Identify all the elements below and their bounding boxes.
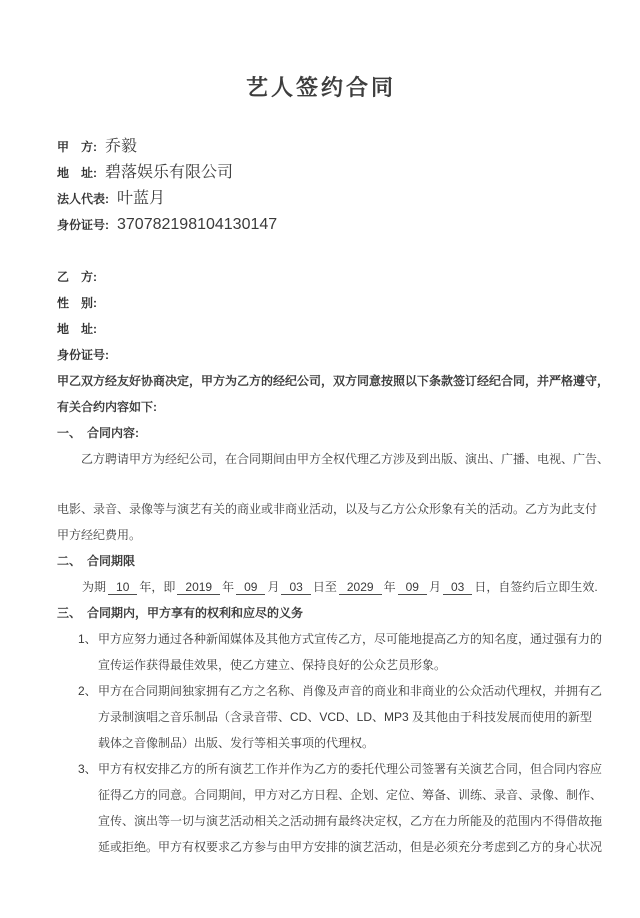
- field-label-gender: 性 别:: [57, 296, 97, 310]
- field-label-party-a: 甲 方:: [57, 140, 97, 154]
- blank-line: [57, 238, 585, 264]
- clause-2-line: 载体之音像制品）出版、发行等相关事项的代理权。: [98, 736, 375, 750]
- clause-1-line: 宣传运作获得最佳效果，使乙方建立、保持良好的公众艺员形象。: [98, 658, 447, 672]
- section-1-number: 一、: [57, 426, 82, 440]
- term-text: 日，自签约后立即生效.: [474, 580, 598, 594]
- section-3-heading-text: 合同期内，甲方享有的权利和应尽的义务: [87, 606, 304, 620]
- clause-1-line: [57, 626, 603, 652]
- field-label-legal-rep: 法人代表:: [57, 192, 109, 206]
- field-row-id-number-a: [57, 212, 585, 238]
- section-1-paragraph-line: 电影、录音、录像等与演艺有关的商业或非商业活动，以及与乙方公众形象有关的活动。乙方为此支付: [57, 502, 598, 516]
- field-value-id-number-a: 370782198104130147: [117, 216, 278, 233]
- term-text: 月: [267, 580, 280, 594]
- term-blank-start-month: 09: [236, 580, 265, 595]
- term-text: 年: [222, 580, 235, 594]
- field-row-address-b: [57, 316, 585, 342]
- intro-paragraph-line: 有关合约内容如下:: [57, 400, 157, 414]
- section-1-paragraph-line: 甲方经纪费用。: [57, 528, 142, 542]
- field-row-party-a: [57, 134, 585, 160]
- page-break-gap: [57, 472, 585, 496]
- field-value-party-a-name: 乔毅: [105, 138, 138, 155]
- section-1-heading: [57, 420, 585, 446]
- field-value-address-a: 碧落娱乐有限公司: [105, 164, 234, 181]
- term-blank-start-day: 03: [281, 580, 310, 595]
- clause-1-text: 甲方应努力通过各种新闻媒体及其他方式宣传乙方，尽可能地提高乙方的知名度，通过强有力的: [98, 632, 603, 646]
- field-row-id-number-b: [57, 342, 585, 368]
- field-label-address-b: 地 址:: [57, 322, 97, 336]
- section-1-paragraph-line: 乙方聘请甲方为经纪公司，在合同期间由甲方全权代理乙方涉及到出版、演出、广播、电视、广告、: [81, 452, 610, 466]
- clause-2-line: [57, 678, 603, 704]
- field-label-id-number-b: 身份证号:: [57, 348, 109, 362]
- section-1-heading-text: 合同内容:: [87, 426, 140, 440]
- term-blank-start-year: 2019: [177, 580, 220, 595]
- field-row-gender: [57, 290, 585, 316]
- field-label-party-b: 乙 方:: [57, 270, 97, 284]
- clause-3-number: 3、: [78, 762, 97, 776]
- section-2-heading: [57, 548, 585, 574]
- field-row-party-b: [57, 264, 585, 290]
- clause-3-line: 征得乙方的同意。合同期间，甲方对乙方日程、企划、定位、筹备、训练、录音、录像、制作、: [98, 788, 603, 802]
- clause-2-text: 甲方在合同期间独家拥有乙方之名称、肖像及声音的商业和非商业的公众活动代理权，并拥有乙: [98, 684, 603, 698]
- section-2-number: 二、: [57, 554, 82, 568]
- clause-2-line: 方录制演唱之音乐制品（含录音带、CD、VCD、LD、MP3 及其他由于科技发展而使用的新型: [98, 710, 593, 724]
- term-text: 年，即: [139, 580, 176, 594]
- term-text: 为期: [82, 580, 107, 594]
- intro-paragraph-line: 甲乙双方经友好协商决定，甲方为乙方的经纪公司，双方同意按照以下条款签订经纪合同，并严格遵守，: [57, 374, 610, 388]
- term-blank-end-day: 03: [443, 580, 472, 595]
- clause-3-line: [57, 756, 603, 782]
- party-a-block: [57, 134, 585, 238]
- contract-title: 艺人签约合同: [245, 75, 396, 100]
- clause-2-number: 2、: [78, 684, 97, 698]
- term-text: 日至: [312, 580, 337, 594]
- field-row-address-a: [57, 160, 585, 186]
- term-blank-end-year: 2029: [339, 580, 382, 595]
- term-blank-years: 10: [108, 580, 137, 595]
- section-3-heading: [57, 600, 585, 626]
- clause-3-line: 宣传、演出等一切与演艺活动相关之活动拥有最终决定权，乙方在力所能及的范围内不得借故拖: [98, 814, 603, 828]
- section-3-number: 三、: [57, 606, 82, 620]
- term-blank-end-month: 09: [398, 580, 427, 595]
- field-value-legal-rep: 叶蓝月: [117, 190, 166, 207]
- field-row-legal-rep: [57, 186, 585, 212]
- contract-term-line: [57, 574, 598, 600]
- field-label-id-number-a: 身份证号:: [57, 218, 109, 232]
- term-text: 年: [383, 580, 396, 594]
- field-label-address-a: 地 址:: [57, 166, 97, 180]
- clause-3-text: 甲方有权安排乙方的所有演艺工作并作为乙方的委托代理公司签署有关演艺合同，但合同内容应: [98, 762, 603, 776]
- term-text: 月: [428, 580, 441, 594]
- clause-1-number: 1、: [78, 632, 97, 646]
- section-2-heading-text: 合同期限: [87, 554, 136, 568]
- party-b-block: [57, 264, 585, 368]
- clause-3-line: 延或拒绝。甲方有权要求乙方参与由甲方安排的演艺活动，但是必须充分考虑到乙方的身心状况: [98, 840, 603, 854]
